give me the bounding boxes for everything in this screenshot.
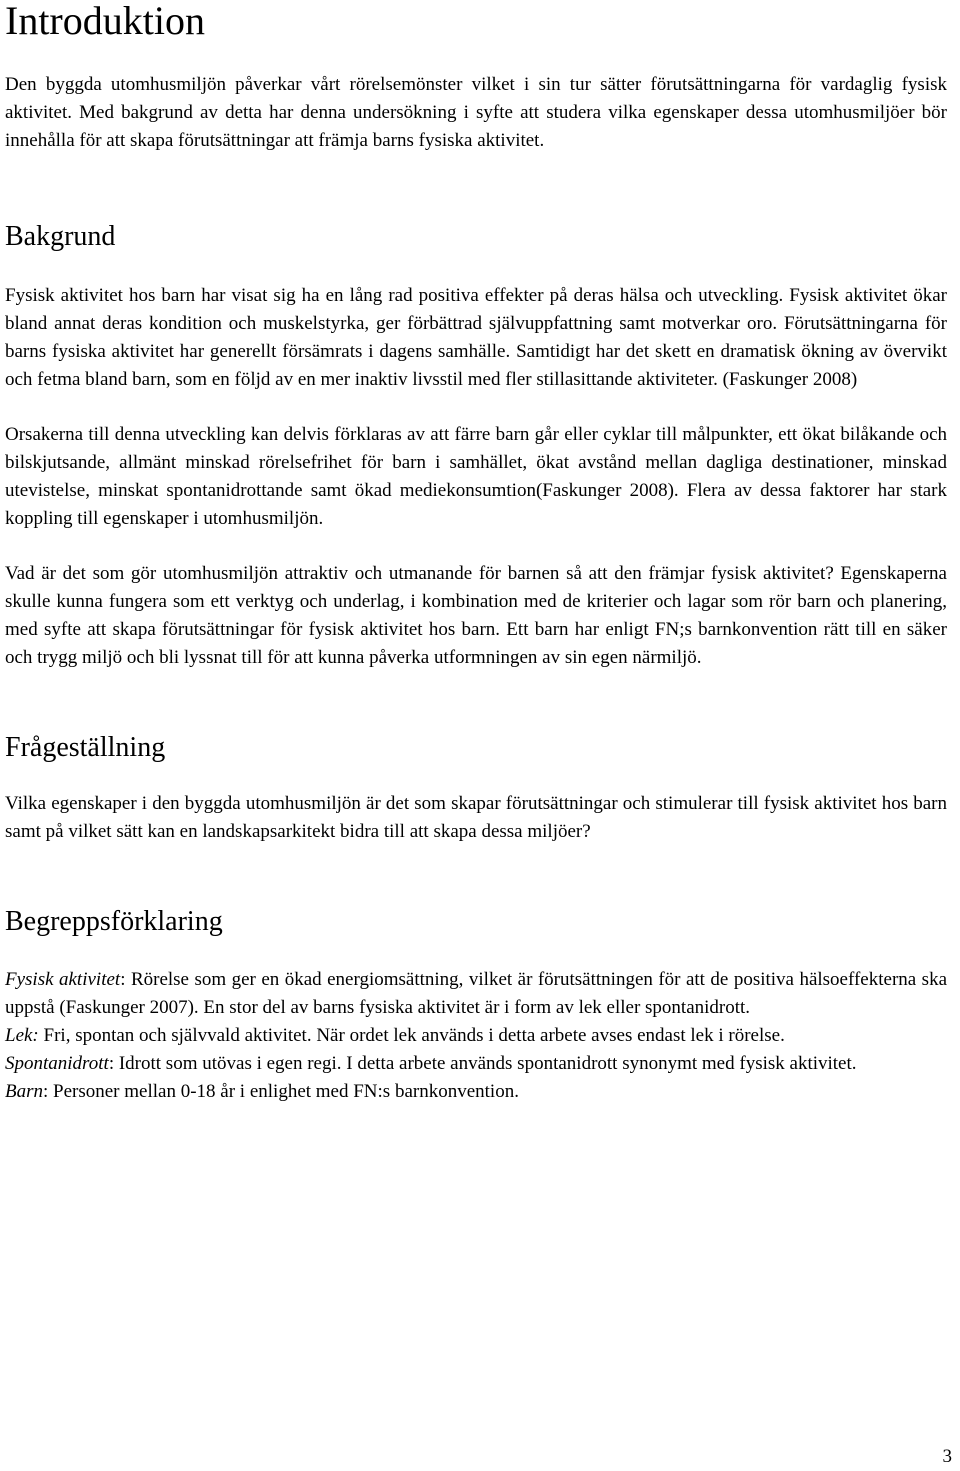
definition-spontanidrott (5, 1050, 947, 1078)
bakgrund-paragraph-2: Orsakerna till denna utveckling kan delvis förklaras av att färre barn går eller cyklar till målpunkter, ett ökat bilåkande och bilskjutsande, allmänt minskad rörelsefrihet för barn i samhället, ökat avstånd mellan dagliga destinationer, minskad utevistelse, minskat spontanidrottande samt ökad mediekonsumtion(Faskunger 2008). Flera av dessa faktorer har stark koppling till egenskaper i utomhusmiljön. (5, 424, 947, 529)
heading-fragestallning: Frågeställning (5, 732, 166, 763)
fragestallning-paragraph: Vilka egenskaper i den byggda utomhusmiljön är det som skapar förutsättningar och stimulerar till fysisk aktivitet hos barn samt på vilket sätt kan en landskapsarkitekt bidra till att skapa dessa miljöer? (5, 793, 947, 842)
intro-paragraph: Den byggda utomhusmiljön påverkar vårt rörelsemönster vilket i sin tur sätter förutsättningarna för vardaglig fysisk aktivitet. Med bakgrund av detta har denna undersökning i syfte att studera vilka egenskaper dessa utomhusmiljöer bör innehålla för att skapa förutsättningar att främja barns fysiska aktivitet. (5, 74, 947, 151)
definition-text: Fri, spontan och självvald aktivitet. När ordet lek används i detta arbete avses endast lek i rörelse. (38, 1025, 785, 1046)
bakgrund-paragraph-3: Vad är det som gör utomhusmiljön attraktiv och utmanande för barnen så att den främjar fysisk aktivitet? Egenskaperna skulle kunna fungera som ett verktyg och underlag, i kombination med de kriterier och lagar som rör barn och planering, med syfte att skapa förutsättningar för fysisk aktivitet hos barn. Ett barn har enligt FN;s barnkonvention rätt till en säker och trygg miljö och bli lyssnat till för att kunna påverka utformningen av sin egen närmiljö. (5, 563, 947, 668)
heading-bakgrund: Bakgrund (5, 221, 116, 252)
definition-term: Spontanidrott (5, 1053, 109, 1074)
definition-lek (5, 1022, 947, 1050)
definition-barn (5, 1078, 947, 1106)
bakgrund-paragraph-1: Fysisk aktivitet hos barn har visat sig ha en lång rad positiva effekter på deras hälsa och utveckling. Fysisk aktivitet ökar bland annat deras kondition och muskelstyrka, ger förbättrad självuppfattning samt motverkar oro. Förutsättningarna för barns fysiska aktivitet har generellt försämrats i dagens samhälle. Samtidigt har det skett en dramatisk ökning av övervikt och fetma bland barn, som en följd av en mer inaktiv livsstil med fler stillasittande aktiviteter. (Faskunger 2008) (5, 285, 947, 390)
definition-text: : Rörelse som ger en ökad energiomsättning, vilket är förutsättningen för att de positiva hälsoeffekterna ska uppstå (Faskunger 2007). En stor del av barns fysiska aktivitet är i form av lek eller spontanidrott. (5, 969, 947, 1018)
page-number: 3 (942, 1446, 952, 1467)
heading-begreppsforklaring: Begreppsförklaring (5, 906, 223, 937)
document-page (5, 0, 947, 1106)
definition-term: Barn (5, 1081, 43, 1102)
definition-text: : Idrott som utövas i egen regi. I detta arbete används spontanidrott synonymt med fysisk aktivitet. (108, 1053, 857, 1074)
definition-term: Fysisk aktivitet (5, 969, 121, 990)
heading-introduktion: Introduktion (5, 0, 205, 43)
definition-term: Lek: (5, 1025, 39, 1046)
definition-text: : Personer mellan 0-18 år i enlighet med FN:s barnkonvention. (43, 1081, 519, 1102)
definition-fysisk-aktivitet (5, 966, 947, 1022)
